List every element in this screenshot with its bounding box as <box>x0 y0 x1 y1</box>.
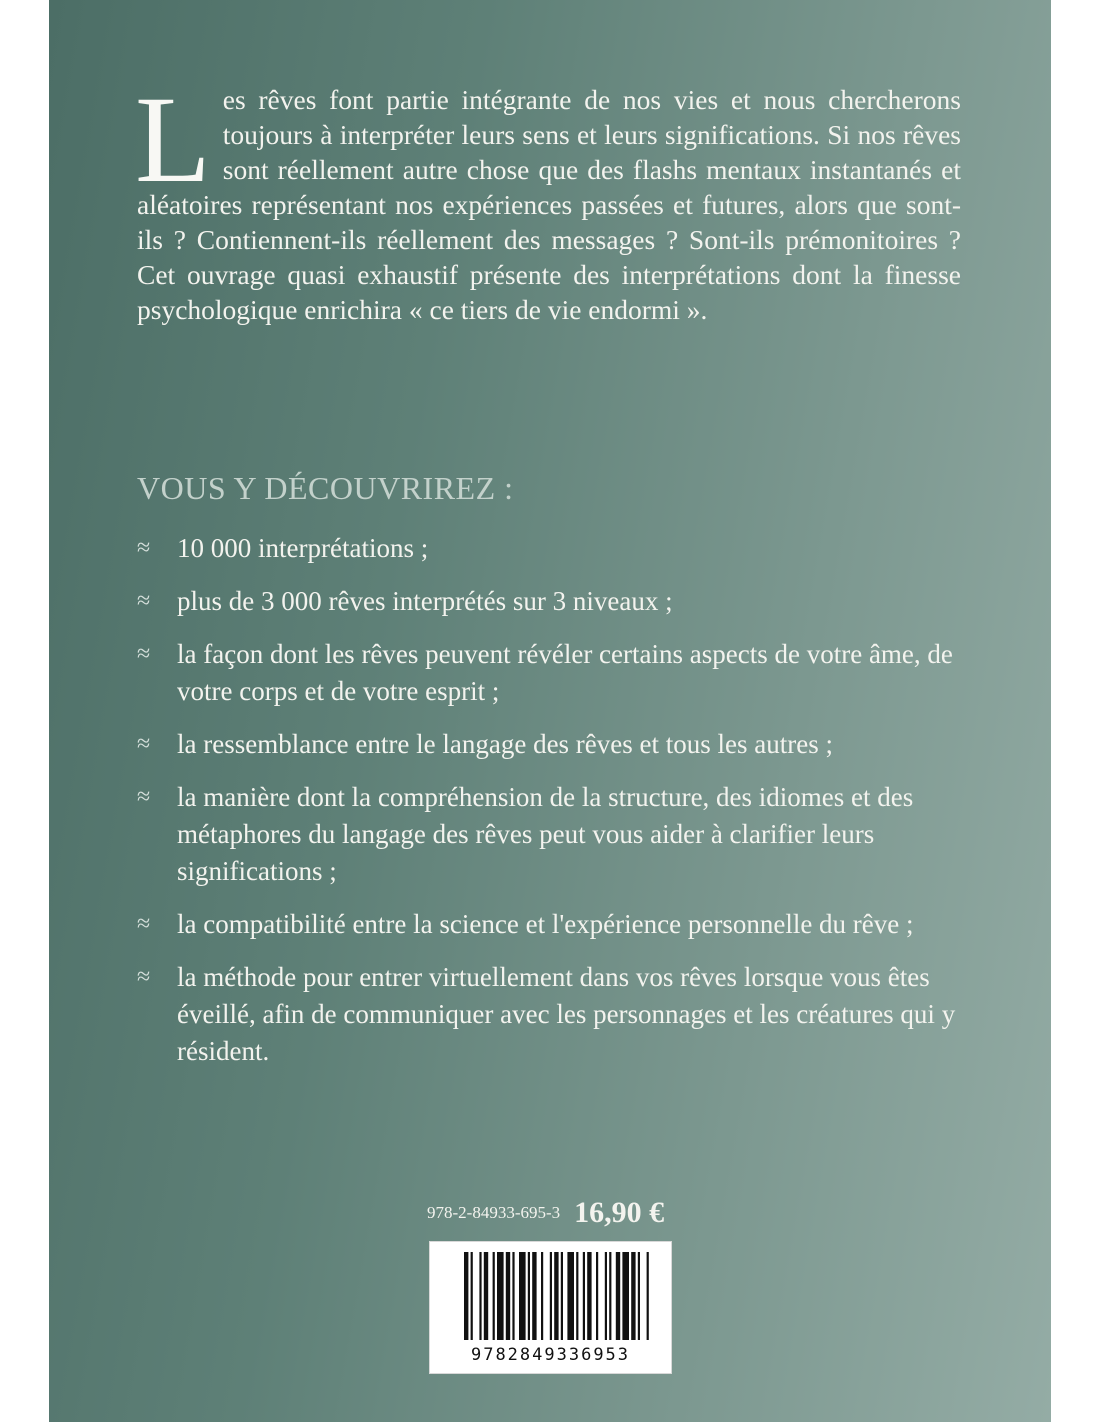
barcode-bar <box>484 1252 488 1340</box>
feature-text: la manière dont la compréhension de la structure, des idiomes et des métaphores du langage des rêves peut vous aider à clarifier leurs significations ; <box>177 782 914 886</box>
feature-item <box>137 959 987 1070</box>
barcode-bar <box>541 1252 543 1340</box>
barcode-bars <box>430 1242 671 1347</box>
approx-bullet-icon: ≈ <box>137 535 151 561</box>
approx-bullet-icon: ≈ <box>137 784 151 810</box>
approx-bullet-icon: ≈ <box>137 588 151 614</box>
feature-text: la ressemblance entre le langage des rêves et tous les autres ; <box>177 729 833 759</box>
feature-item <box>137 530 987 567</box>
barcode-bar <box>605 1252 607 1340</box>
barcode-bar <box>550 1252 552 1340</box>
feature-item <box>137 636 987 710</box>
feature-text: la compatibilité entre la science et l'expérience personnelle du rêve ; <box>177 909 914 939</box>
barcode-bar <box>497 1252 504 1340</box>
barcode-digits: 9782849336953 <box>470 1345 631 1365</box>
feature-item <box>137 726 987 763</box>
barcode-bar <box>616 1252 620 1340</box>
feature-text: la méthode pour entrer virtuellement dans vos rêves lorsque vous êtes éveillé, afin de communiquer avec les personnages et les créatures qui y résident. <box>177 962 956 1066</box>
approx-bullet-icon: ≈ <box>137 731 151 757</box>
approx-bullet-icon: ≈ <box>137 911 151 937</box>
barcode-bar <box>506 1252 510 1340</box>
feature-list <box>137 530 987 1086</box>
isbn: 978-2-84933-695-3 <box>427 1203 561 1222</box>
drop-cap: L <box>135 71 211 208</box>
barcode-bar <box>638 1252 640 1340</box>
feature-text: plus de 3 000 rêves interprétés sur 3 niveaux ; <box>177 586 673 616</box>
barcode-bar <box>583 1252 585 1340</box>
feature-item <box>137 583 987 620</box>
barcode-bar <box>528 1252 530 1340</box>
barcode-bar <box>596 1252 598 1340</box>
barcode-bar <box>647 1252 649 1340</box>
intro-text: es rêves font partie intégrante de nos vies et nous chercherons toujours à interpréter leurs sens et leurs significations. Si nos rêves sont réellement autre chose que des flashs mentaux instantanés et aléatoires représentant nos expériences passées et futures, alors que sont-ils ? Contiennent-ils réellement des messages ? Sont-ils prémonitoires ? Cet ouvrage quasi exhaustif présente des interprétations dont la finesse psychologique enrichira « ce tiers de vie endormi ». <box>137 84 961 325</box>
feature-item <box>137 779 987 890</box>
barcode-bar <box>587 1252 591 1340</box>
feature-text: la façon dont les rêves peuvent révéler certains aspects de votre âme, de votre corps et de votre esprit ; <box>177 639 953 706</box>
price-line <box>427 1196 664 1230</box>
approx-bullet-icon: ≈ <box>137 641 151 667</box>
barcode-bar <box>479 1252 481 1340</box>
barcode-bar <box>471 1252 473 1340</box>
approx-bullet-icon: ≈ <box>137 964 151 990</box>
barcode-bar <box>464 1252 468 1340</box>
barcode-bar <box>576 1252 578 1340</box>
barcode-bar <box>532 1252 536 1340</box>
price: 16,90 € <box>574 1196 665 1229</box>
barcode-bar <box>493 1252 495 1340</box>
barcode-bar <box>567 1252 574 1340</box>
section-title: VOUS Y DÉCOUVRIREZ : <box>137 470 514 506</box>
feature-text: 10 000 interprétations ; <box>177 533 429 563</box>
barcode-bar <box>512 1252 514 1340</box>
barcode-bar <box>519 1252 526 1340</box>
barcode-bar <box>622 1252 629 1340</box>
feature-item <box>137 906 987 943</box>
back-cover <box>49 0 1051 1422</box>
barcode <box>429 1241 672 1374</box>
barcode-bar <box>561 1252 563 1340</box>
barcode-bar <box>631 1252 635 1340</box>
barcode-bar <box>554 1252 558 1340</box>
barcode-bar <box>609 1252 611 1340</box>
intro-paragraph <box>135 71 961 327</box>
